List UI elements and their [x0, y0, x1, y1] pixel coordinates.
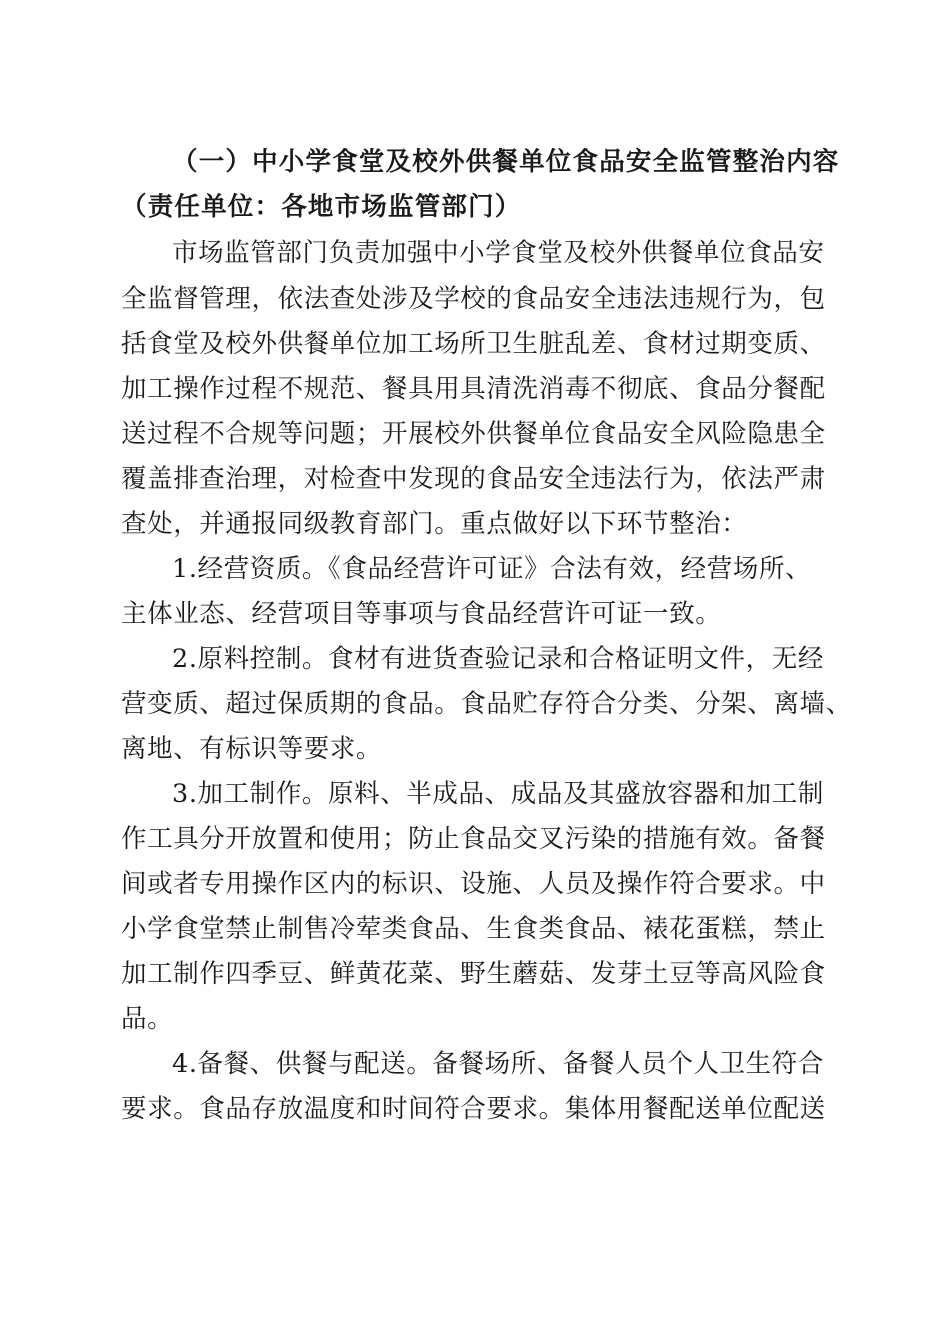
intro-line: 市场监管部门负责加强中小学食堂及校外供餐单位食品安 [172, 238, 825, 268]
item-2-line: 离地、有标识等要求。 [121, 734, 383, 764]
item-4-line: 4.备餐、供餐与配送。备餐场所、备餐人员个人卫生符合 [172, 1049, 824, 1079]
section-heading-line-1: （一）中小学食堂及校外供餐单位食品安全监管整治内容 [172, 147, 840, 177]
intro-line: 括食堂及校外供餐单位加工场所卫生脏乱差、食材过期变质、 [121, 329, 826, 359]
item-3-line: 加工制作四季豆、鲜黄花菜、野生蘑菇、发芽土豆等高风险食 [121, 959, 826, 989]
section-heading-line-2: （责任单位：各地市场监管部门） [121, 192, 522, 222]
intro-line: 全监督管理，依法查处涉及学校的食品安全违法违规行为，包 [121, 284, 826, 314]
item-4-line: 要求。食品存放温度和时间符合要求。集体用餐配送单位配送 [121, 1094, 826, 1124]
item-3-line: 品。 [121, 1004, 174, 1034]
intro-line: 查处，并通报同级教育部门。重点做好以下环节整治： [121, 509, 748, 539]
item-3-line: 3.加工制作。原料、半成品、成品及其盛放容器和加工制 [172, 779, 824, 809]
intro-line: 覆盖排查治理，对检查中发现的食品安全违法行为，依法严肃 [121, 464, 826, 494]
intro-line: 加工操作过程不规范、餐具用具清洗消毒不彻底、食品分餐配 [121, 374, 826, 404]
item-3-line: 作工具分开放置和使用；防止食品交叉污染的措施有效。备餐 [121, 824, 826, 854]
item-3-line: 间或者专用操作区内的标识、设施、人员及操作符合要求。中 [121, 869, 826, 899]
item-2-line: 营变质、超过保质期的食品。食品贮存符合分类、分架、离墙、 [121, 689, 852, 719]
item-3-line: 小学食堂禁止制售冷荤类食品、生食类食品、裱花蛋糕，禁止 [121, 914, 826, 944]
item-1-line: 主体业态、经营项目等事项与食品经营许可证一致。 [121, 599, 722, 629]
item-1-line: 1.经营资质。《食品经营许可证》合法有效，经营场所、 [172, 554, 812, 584]
item-2-line: 2.原料控制。食材有进货查验记录和合格证明文件，无经 [172, 644, 824, 674]
intro-line: 送过程不合规等问题；开展校外供餐单位食品安全风险隐患全 [121, 419, 826, 449]
